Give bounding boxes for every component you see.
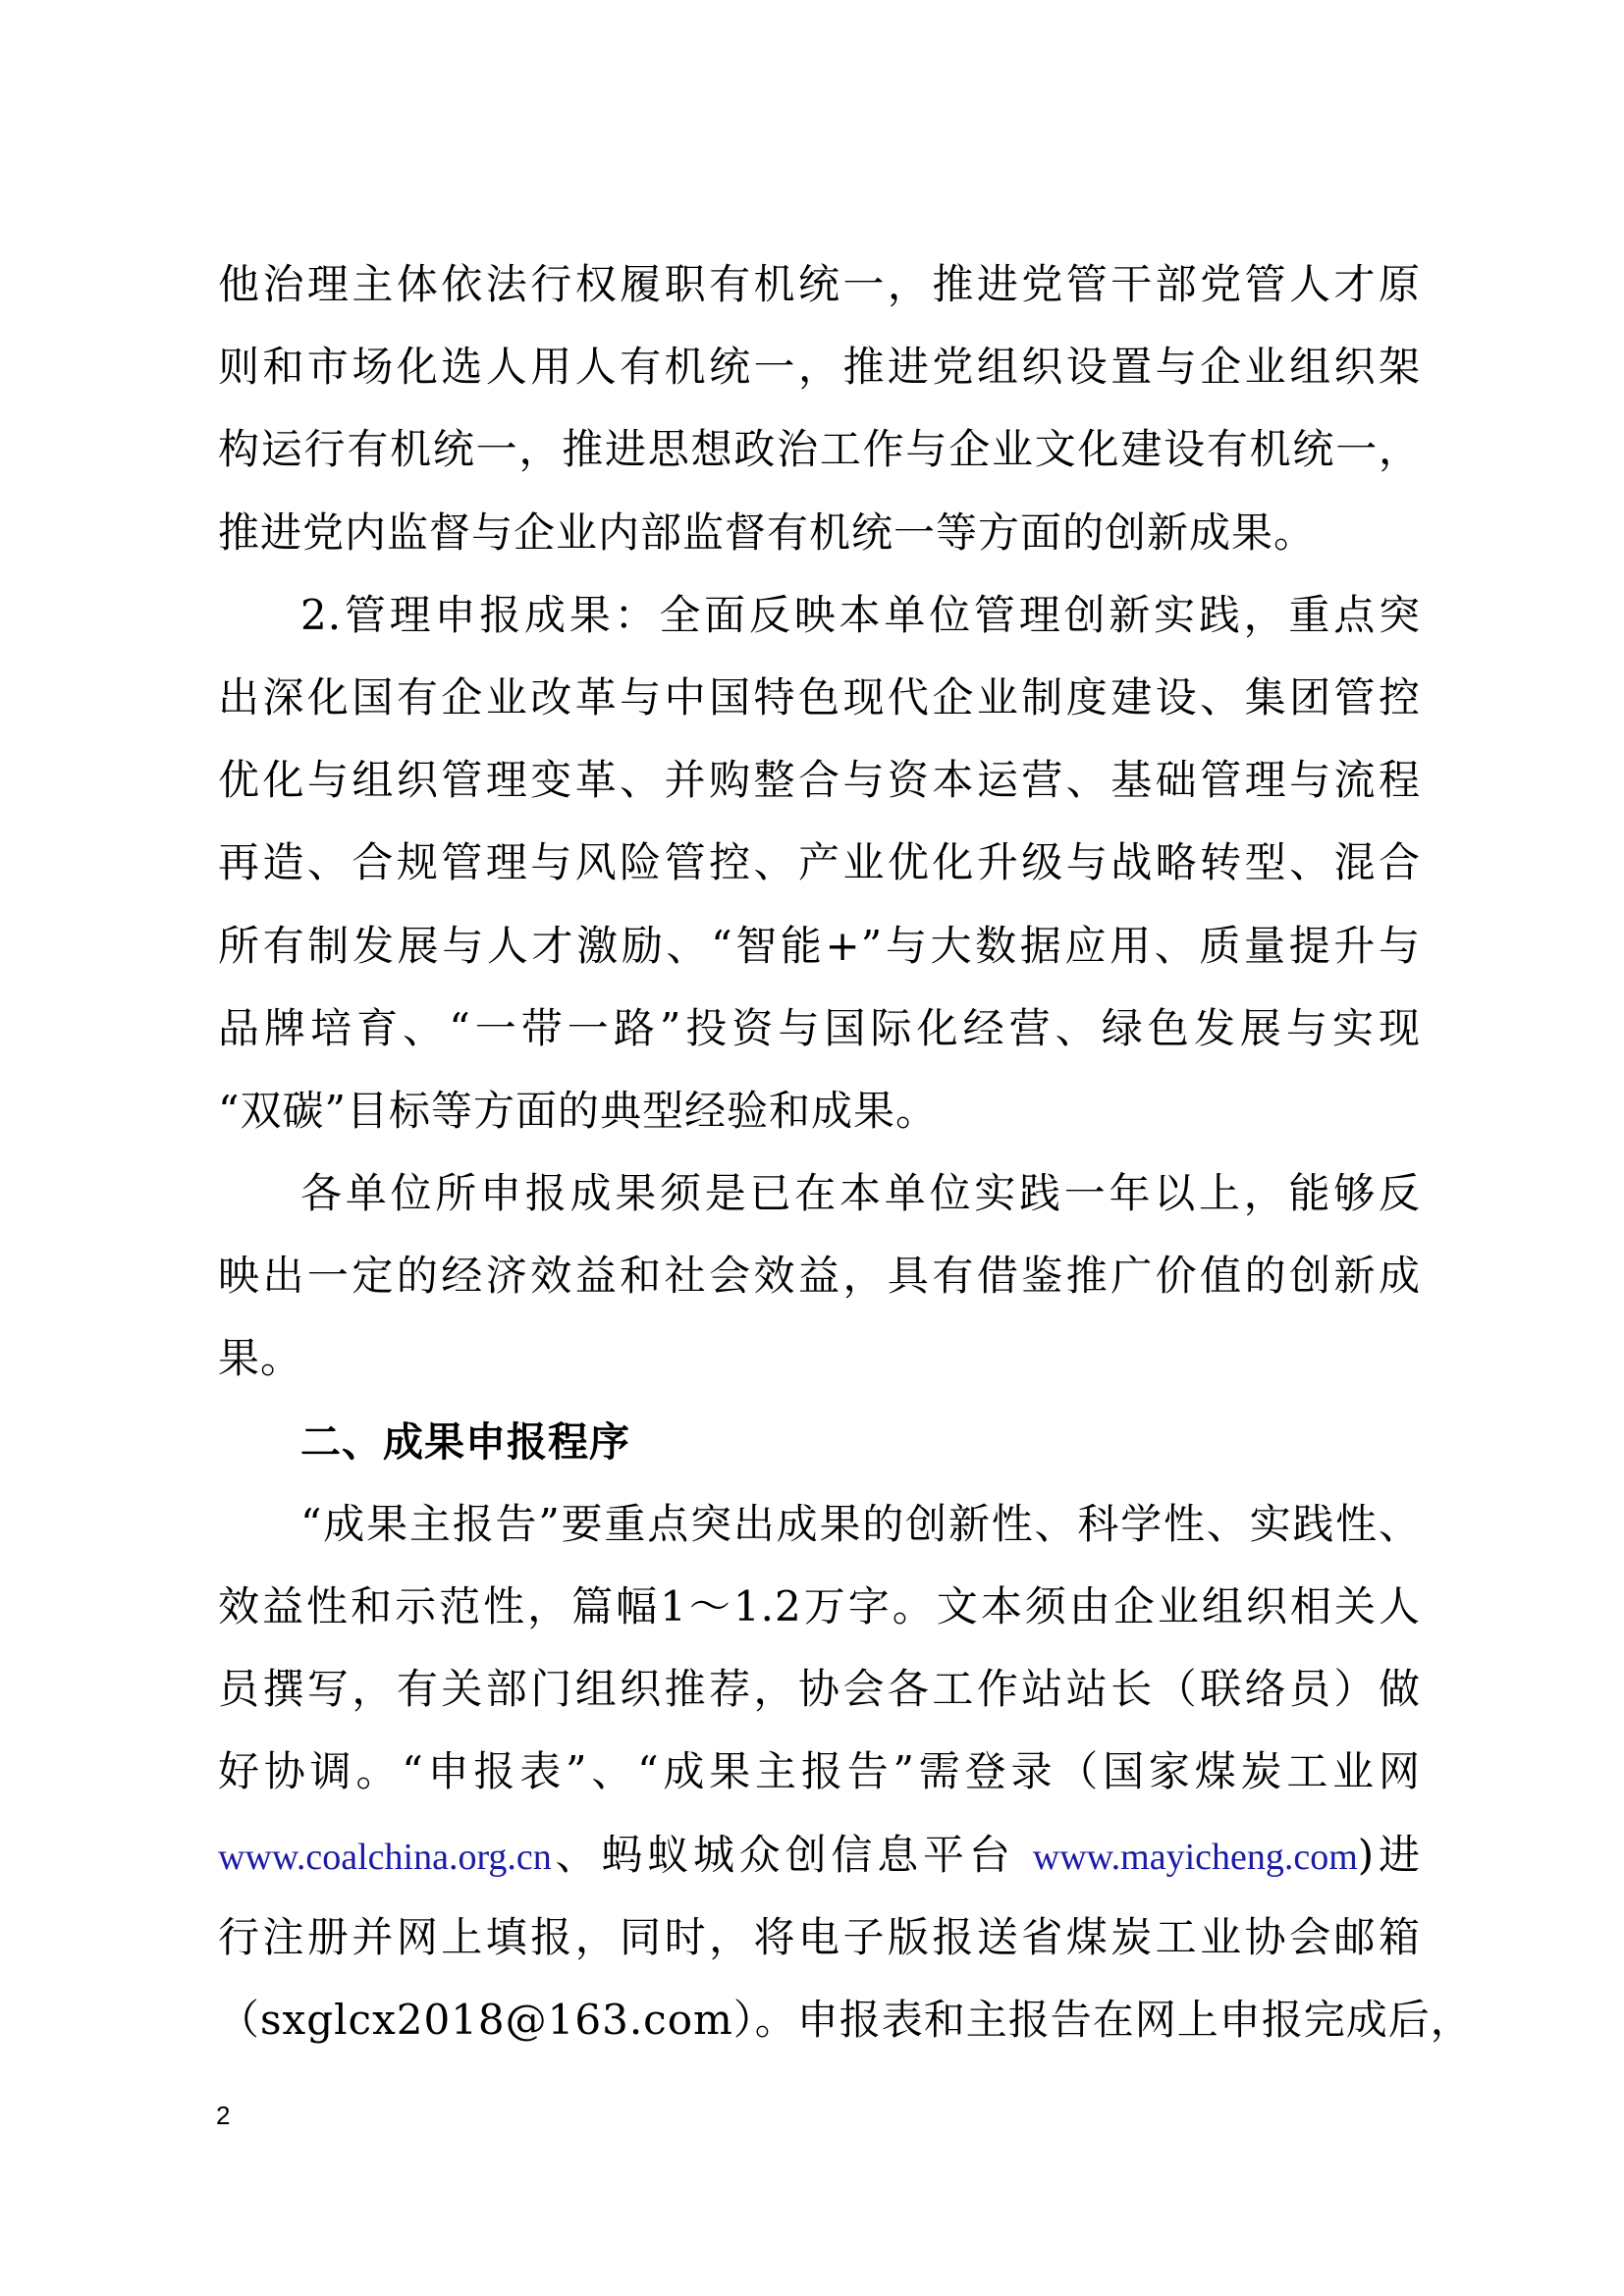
text-line: 各单位所申报成果须是已在本单位实践一年以上，能够反 [300,1169,1421,1218]
coalchina-link[interactable]: www.coalchina.org.cn [218,1836,552,1878]
text-line: 效益性和示范性，篇幅1～1.2万字。文本须由企业组织相关人 [218,1582,1421,1630]
text-line: 员撰写，有关部门组织推荐，协会各工作站站长（联络员）做 [218,1665,1421,1714]
section-heading: 二、成果申报程序 [300,1417,630,1466]
text-line: 构运行有机统一，推进思想政治工作与企业文化建设有机统一， [218,425,1421,474]
text-line: 出深化国有企业改革与中国特色现代企业制度建设、集团管控 [218,672,1421,721]
text-line: 好协调。“申报表”、“成果主报告”需登录（国家煤炭工业网 [218,1747,1421,1796]
text-line: 他治理主体依法行权履职有机统一，推进党管干部党管人才原 [218,260,1421,308]
text-line: 品牌培育、“一带一路”投资与国际化经营、绿色发展与实现 [218,1003,1421,1052]
page-number: 2 [216,2101,231,2130]
mayicheng-link[interactable]: www.mayicheng.com [1032,1836,1358,1878]
link-line-middle: 、蚂蚁城众创信息平台 [551,1830,1033,1879]
document-body [218,243,1473,2061]
link-line-end: )进 [1357,1830,1421,1879]
text-line: “双碳”目标等方面的典型经验和成果。 [218,1086,938,1135]
text-line: （sxglcx2018@163.com）。申报表和主报告在网上申报完成后， [218,1995,1473,2044]
text-line: 推进党内监督与企业内部监督有机统一等方面的创新成果。 [218,507,1317,557]
text-line: 优化与组织管理变革、并购整合与资本运营、基础管理与流程 [218,756,1421,805]
text-line: 则和市场化选人用人有机统一，推进党组织设置与企业组织架 [218,343,1421,392]
text-line: “成果主报告”要重点突出成果的创新性、科学性、实践性、 [300,1499,1421,1548]
text-line: 所有制发展与人才激励、“智能+”与大数据应用、质量提升与 [218,921,1421,970]
text-line: 2.管理申报成果：全面反映本单位管理创新实践，重点突 [300,590,1421,639]
link-line [218,1814,1421,1896]
text-line: 再造、合规管理与风险管控、产业优化升级与战略转型、混合 [218,838,1421,887]
text-line: 果。 [218,1334,303,1383]
text-line: 行注册并网上填报，同时，将电子版报送省煤炭工业协会邮箱 [218,1912,1421,1961]
text-line: 映出一定的经济效益和社会效益，具有借鉴推广价值的创新成 [218,1252,1421,1301]
